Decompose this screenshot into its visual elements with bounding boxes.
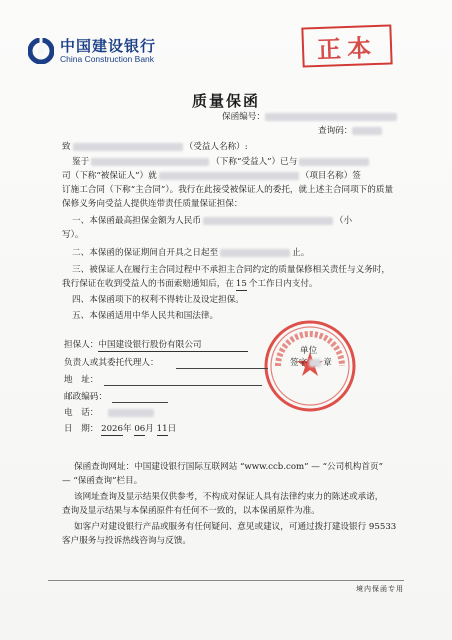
item1-line2: 写）。: [62, 230, 84, 240]
guarantor-row: 担保人：中国建设银行股份有限公司: [64, 340, 248, 352]
date-year: 2026: [101, 424, 123, 434]
item1-line1: 一、本保函最高担保金额为人民币 （小: [72, 216, 353, 226]
note2-line2: 查询及显示结果与本保函原件有任何不一致的，以本保函原件为准。: [62, 506, 320, 516]
date-row: 日 期： 2026年 06月 11日: [64, 424, 177, 434]
original-stamp: 正本: [301, 24, 392, 67]
note3-line1: 如客户对建设银行产品或服务有任何疑问、意见或建议，可通过拨打建设银行 95533: [74, 522, 397, 532]
query-code-row: 查询码：: [318, 126, 382, 137]
footer-divider: [48, 580, 404, 581]
representative-row: 负责人或其委托代理人：: [64, 358, 159, 368]
para1-line4: 保修义务向受益人提供连带责任质量保证担保：: [62, 199, 243, 209]
note2-line1: 该网址查询及显示结果仅供参考，不构成对保证人具有法律约束力的陈述或承诺，: [74, 492, 384, 502]
bank-logo: [28, 38, 156, 64]
item3-line1: 三、被保证人在履行主合同过程中不承担主合同约定的质量保修相关责任与义务时，: [72, 265, 390, 275]
footer-label: 境内保函专用: [356, 585, 404, 593]
para1-line3: 订施工合同（下称“主合同”）。我行在此接受被保证人的委托，就上述主合同项下的质量: [62, 185, 394, 195]
date-day: 11: [156, 424, 168, 434]
signature-seal-label: 签字 章: [290, 358, 332, 368]
item2: 二、本保函的保证期间自开具之日起至 止。: [72, 248, 310, 258]
date-month: 06: [134, 424, 146, 434]
addressee-row: 致 （受益人名称）:: [62, 142, 248, 152]
postcode-row: 邮政编码：: [64, 392, 107, 402]
note1-line1: 保函查询网址：中国建设银行国际互联网站 “www.ccb.com” — “公司机构首页”: [74, 462, 383, 472]
representative-signature-line: [176, 368, 268, 369]
item4: 四、本保函项下的权利不得转让及设定担保。: [72, 295, 244, 305]
item5: 五、本保函适用中华人民共和国法律。: [72, 311, 219, 321]
postcode-line: [112, 402, 168, 403]
para1-line2: 司（下称“被保证人”）就 （项目名称）签: [62, 171, 361, 181]
payment-days: 15: [235, 279, 247, 289]
para1-line1: 鉴于 （下称“受益人”）已与: [72, 157, 369, 168]
bank-name-en: China Construction Bank: [60, 54, 155, 64]
document-title: 质量保函: [191, 92, 260, 110]
note3-line2: 客户服务与投诉热线咨询与反馈。: [62, 536, 191, 546]
unit-label: 单位: [300, 346, 318, 356]
guarantee-no-row: 保函编号：: [222, 112, 397, 123]
phone-row: 电 话：: [64, 408, 154, 419]
address-line: [104, 385, 262, 386]
note1-line2: — “保函查询”栏目。: [62, 476, 143, 486]
bank-name-cn: 中国建设银行: [60, 37, 157, 55]
address-row: 地 址：: [64, 375, 99, 385]
ccb-logo-icon: [28, 38, 54, 64]
item3-line2: 我行保证在收到受益人的书面索赔通知后，在 15 个工作日内支付。: [62, 279, 318, 289]
